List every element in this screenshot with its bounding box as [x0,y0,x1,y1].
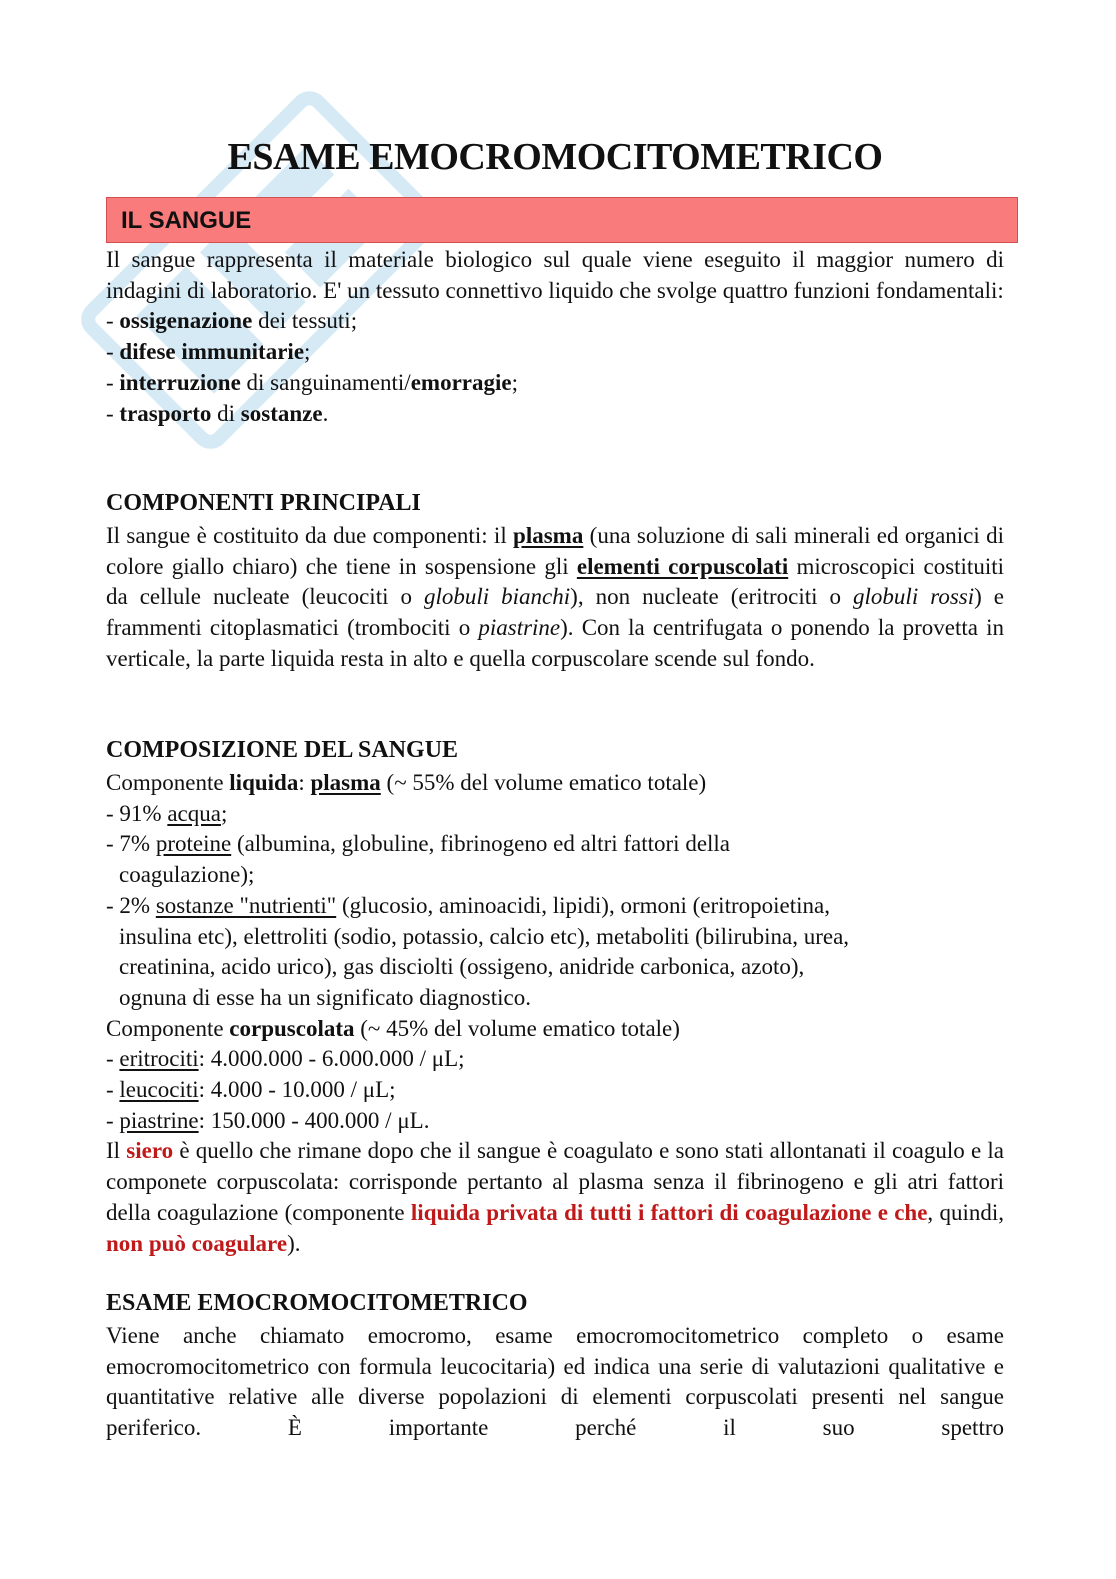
list-item-continued: creatinina, acido urico), gas disciolti (ossigeno, anidride carbonica, azoto), [119,954,805,980]
heading-composizione: COMPOSIZIONE DEL SANGUE [106,737,459,763]
list-item: - leucociti: 4.000 - 10.000 / μL; [106,1077,396,1103]
intro-block [106,245,1004,429]
list-item: - 91% acqua; [106,800,228,826]
page-title: ESAME EMOCROMOCITOMETRICO [227,136,883,178]
esame-paragraph: Viene anche chiamato emocromo, esame emocromocitometrico completo o esame emocromocitometrico con formula leucocitaria) ed indica una serie di valutazioni qualitative e quantitative relative alle diverse popolazioni di elementi corpuscolati presenti nel sangue periferico. È importante perché il suo spettro [106,1323,1004,1441]
list-item: - ossigenazione dei tessuti; [106,308,358,334]
componenti-paragraph: Il sangue è costituito da due componenti: il plasma (una soluzione di sali minerali ed organici di colore giallo chiaro) che tiene in sospensione gli elementi corpuscolati microscopici costituiti da cellule nucleate (leucociti o globuli bianchi), non nucleate (eritrociti o globuli rossi) e frammenti citoplasmatici (trombociti o piastrine). Con la centrifugata o ponendo la provetta in verticale, la parte liquida resta in alto e quella corpuscolare scende sul fondo. [106,523,1004,671]
liquid-component-line: Componente liquida: plasma (~ 55% del volume ematico totale) [106,770,707,795]
corpuscular-component-line: Componente corpuscolata (~ 45% del volume ematico totale) [106,1015,680,1041]
composizione-block [106,768,1004,1259]
list-item: - 7% proteine (albumina, globuline, fibrinogeno ed altri fattori della [106,831,731,857]
list-item: - difese immunitarie; [106,339,311,365]
section-banner [106,197,1018,243]
list-item: - interruzione di sanguinamenti/emorragie; [106,369,518,395]
heading-esame: ESAME EMOCROMOCITOMETRICO [106,1290,528,1316]
list-item: - piastrine: 150.000 - 400.000 / μL. [106,1107,430,1133]
section-banner-label: IL SANGUE [121,207,252,234]
heading-componenti: COMPONENTI PRINCIPALI [106,490,421,516]
list-item-continued: ognuna di esse ha un significato diagnostico. [119,984,532,1010]
list-item-continued: insulina etc), elettroliti (sodio, potassio, calcio etc), metaboliti (bilirubina, urea, [119,923,850,949]
list-item: - 2% sostanze "nutrienti" (glucosio, aminoacidi, lipidi), ormoni (eritropoietina, [106,892,830,918]
list-item: - eritrociti: 4.000.000 - 6.000.000 / μL; [106,1046,465,1072]
list-item-continued: coagulazione); [119,862,255,888]
siero-paragraph: Il siero è quello che rimane dopo che il sangue è coagulato e sono stati allontanati il coagulo e la componete corpuscolata: corrisponde pertanto al plasma senza il fibrinogeno e gli atri fattori della coagulazione (componente liquida privata di tutti i fattori di coagulazione e che, quindi, non può coagulare). [106,1138,1004,1256]
intro-paragraph: Il sangue rappresenta il materiale biologico sul quale viene eseguito il maggior numero di indagini di laboratorio. E' un tessuto connettivo liquido che svolge quattro funzioni fondamentali: [106,247,1004,303]
list-item: - trasporto di sostanze. [106,400,329,426]
